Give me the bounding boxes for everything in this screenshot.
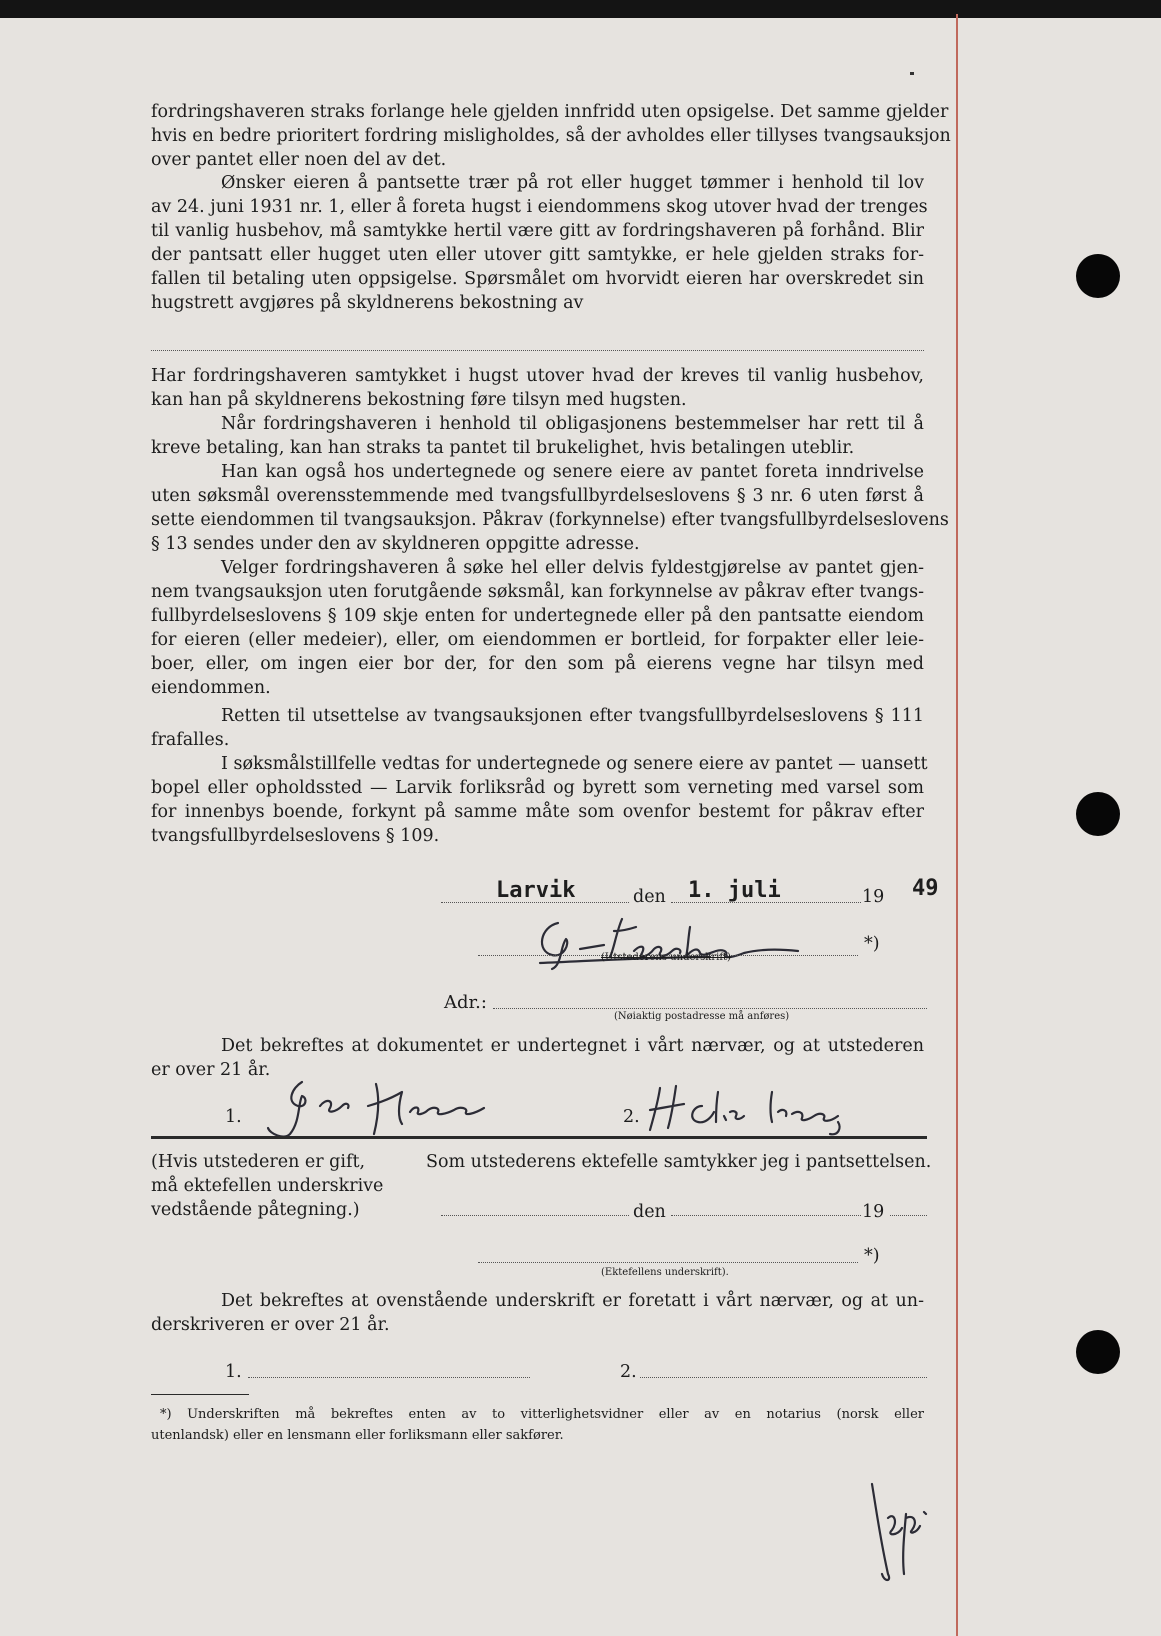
witness-statement-2 (151, 1289, 924, 1337)
witness-number-2: 2. (623, 1107, 640, 1127)
spouse-date-line[interactable] (671, 1215, 861, 1216)
text-line: derskriveren er over 21 år. (151, 1315, 390, 1335)
text-line: vedstående påtegning.) (151, 1200, 360, 1220)
text-line: Når fordringshaveren i henhold til obligasjonens bestemmelser har rett til å (221, 414, 924, 434)
paragraph-2 (151, 171, 928, 315)
text-line: til vanlig husbehov, må samtykke hertil være gitt av fordringshaveren på forhånd. Blir (151, 221, 924, 241)
paragraph-1 (151, 100, 951, 172)
address-line[interactable] (493, 1008, 927, 1009)
text-line: der pantsatt eller hugget uten eller utover gitt samtykke, er hele gjelden straks for- (151, 245, 924, 265)
address-label: Adr.: (444, 992, 487, 1013)
year-field[interactable]: 49 (912, 876, 939, 901)
text-line: Det bekreftes at ovenstående underskrift er foretatt i vårt nærvær, og at un- (221, 1291, 924, 1311)
spouse-year-prefix: 19 (862, 1202, 885, 1222)
text-line: Har fordringshaveren samtykket i hugst utover hvad der kreves til vanlig husbehov, (151, 366, 924, 386)
witness-number-1: 1. (225, 1107, 242, 1127)
den-label: den (633, 887, 666, 907)
section-divider (151, 1136, 927, 1139)
witness-signature-2 (642, 1082, 872, 1138)
spouse-consent-text: Som utstederens ektefelle samtykker jeg i pantsettelsen. (426, 1152, 932, 1172)
text-line: tvangsfullbyrdelseslovens § 109. (151, 826, 440, 846)
margin-rule (956, 14, 958, 1636)
text-line: boer, eller, om ingen eier bor der, for den som på eierens vegne har tilsyn med (151, 654, 924, 674)
mark (910, 72, 914, 75)
witness2-line-2[interactable] (640, 1377, 927, 1378)
text-line: må ektefellen underskrive (151, 1176, 384, 1196)
footnote-rule (151, 1394, 249, 1395)
text-line: Ønsker eieren å pantsette trær på rot eller hugget tømmer i henhold til lov (221, 173, 924, 193)
year-prefix: 19 (862, 887, 885, 907)
text-line: fordringshaveren straks forlange hele gjelden innfridd uten opsigelse. Det samme gjelder (151, 102, 949, 122)
witness2-line-1[interactable] (248, 1377, 530, 1378)
asterisk-mark: *) (864, 1246, 880, 1266)
witness2-number-2: 2. (620, 1362, 637, 1382)
text-line: utenlandsk) eller en lensmann eller forliksmann eller sakfører. (151, 1428, 564, 1443)
paragraph-7 (151, 704, 924, 752)
text-line: bopel eller opholdssted — Larvik forliksråd og byrett som verneting med varsel som (151, 778, 924, 798)
spouse-den-label: den (633, 1202, 666, 1222)
text-line: hugstrett avgjøres på skyldnerens bekostning av (151, 293, 584, 313)
text-line: nem tvangsauksjon uten forutgående søksmål, kan forkynnelse av påkrav efter tvangs- (151, 582, 924, 602)
paragraph-5 (151, 460, 949, 556)
punch-hole (1076, 254, 1120, 298)
text-line: frafalles. (151, 730, 230, 750)
text-line: (Hvis utstederen er gift, (151, 1152, 366, 1172)
text-line: *) Underskriften må bekreftes enten av to vitterlighetsvidner eller av en notarius (norsk eller (160, 1407, 924, 1422)
text-line: for innenbys boende, forkynt på samme måte som ovenfor bestemt for påkrav efter (151, 802, 924, 822)
signature-caption: (Utstederens underskrift) (601, 952, 731, 963)
date-field[interactable]: 1. juli (688, 878, 781, 903)
initials-mark (858, 1478, 938, 1588)
text-line: over pantet eller noen del av det. (151, 150, 447, 170)
text-line: kan han på skyldnerens bekostning føre tilsyn med hugsten. (151, 390, 687, 410)
text-line: for eieren (eller medeier), eller, om eiendommen er bortleid, for forpakter eller leie- (151, 630, 924, 650)
paragraph-3 (151, 364, 924, 412)
witness2-number-1: 1. (225, 1362, 242, 1382)
scan-top-edge (0, 0, 1161, 18)
spouse-signature-line[interactable] (478, 1262, 858, 1263)
paragraph-6 (151, 556, 924, 700)
spouse-year-line[interactable] (890, 1215, 927, 1216)
text-line: Det bekreftes at dokumentet er undertegnet i vårt nærvær, og at utstederen (221, 1036, 924, 1056)
spouse-place-line[interactable] (441, 1215, 629, 1216)
punch-hole (1076, 792, 1120, 836)
paragraph-8 (151, 752, 928, 848)
issuer-signature (530, 905, 810, 975)
blank-line (151, 350, 924, 351)
punch-hole (1076, 1330, 1120, 1374)
footnote (151, 1404, 924, 1446)
asterisk-mark: *) (864, 934, 880, 954)
text-line: fallen til betaling uten oppsigelse. Spørsmålet om hvorvidt eieren har overskredet sin (151, 269, 924, 289)
text-line: er over 21 år. (151, 1060, 271, 1080)
text-line: § 13 sendes under den av skyldneren oppgitte adresse. (151, 534, 640, 554)
text-line: hvis en bedre prioritert fordring misligholdes, så der avholdes eller tillyses tvangsauksjon (151, 126, 951, 146)
text-line: Velger fordringshaveren å søke hel eller delvis fyldestgjørelse av pantet gjen- (221, 558, 924, 578)
place-field[interactable]: Larvik (496, 878, 576, 903)
spouse-instructions (151, 1150, 383, 1222)
text-line: Han kan også hos undertegnede og senere eiere av pantet foreta inndrivelse (221, 462, 924, 482)
address-caption: (Nøiaktig postadresse må anføres) (614, 1011, 790, 1022)
spouse-signature-caption: (Ektefellens underskrift). (601, 1267, 729, 1278)
text-line: kreve betaling, kan han straks ta pantet til brukelighet, hvis betalingen uteblir. (151, 438, 855, 458)
text-line: uten søksmål overensstemmende med tvangsfullbyrdelseslovens § 3 nr. 6 uten først å (151, 486, 924, 506)
text-line: sette eiendommen til tvangsauksjon. Påkrav (forkynnelse) efter tvangsfullbyrdelseslovens (151, 510, 949, 530)
text-line: Retten til utsettelse av tvangsauksjonen efter tvangsfullbyrdelseslovens § 111 (221, 706, 924, 726)
text-line: fullbyrdelseslovens § 109 skje enten for undertegnede eller på den pantsatte eiendom (151, 606, 924, 626)
paragraph-4 (151, 412, 924, 460)
text-line: av 24. juni 1931 nr. 1, eller å foreta hugst i eiendommens skog utover hvad der trenges (151, 197, 928, 217)
witness-signature-1 (262, 1072, 522, 1142)
text-line: I søksmålstillfelle vedtas for undertegnede og senere eiere av pantet — uansett (221, 754, 928, 774)
text-line: eiendommen. (151, 678, 271, 698)
